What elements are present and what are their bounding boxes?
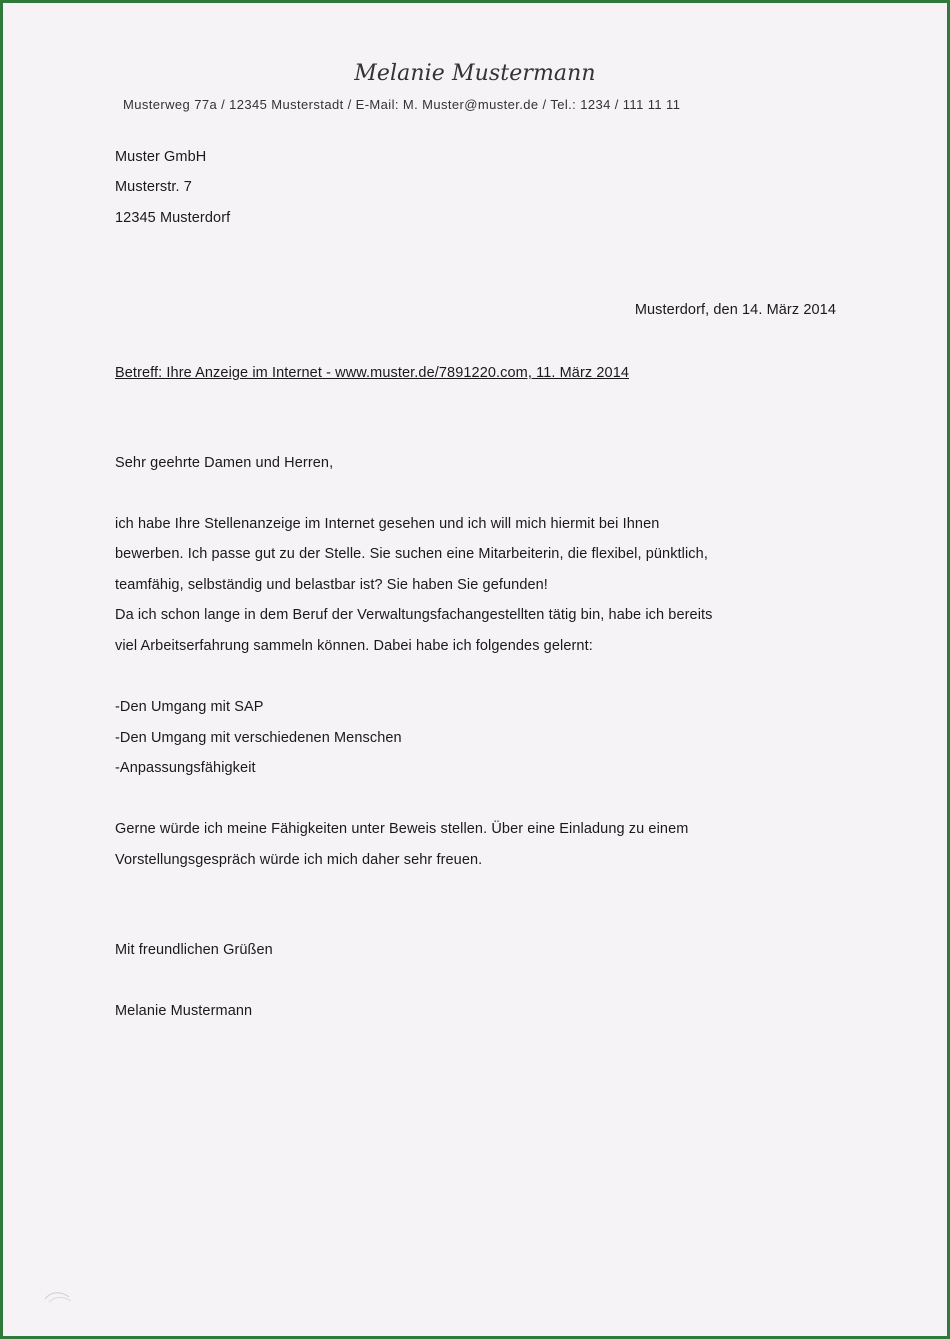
recipient-company: Muster GmbH xyxy=(115,149,207,165)
paragraph-line: bewerben. Ich passe gut zu der Stelle. Sie suchen eine Mitarbeiterin, die flexibel, pünktlich, xyxy=(115,546,708,562)
paragraph-line: Da ich schon lange in dem Beruf der Verwaltungsfachangestellten tätig bin, habe ich bereits xyxy=(115,607,713,623)
recipient-city: 12345 Musterdorf xyxy=(115,210,231,226)
page-fold-mark xyxy=(41,1285,75,1305)
letter-date: Musterdorf, den 14. März 2014 xyxy=(634,302,836,318)
sender-name: Melanie Mustermann xyxy=(354,61,596,86)
skill-item: -Den Umgang mit SAP xyxy=(115,699,264,715)
salutation: Sehr geehrte Damen und Herren, xyxy=(115,455,334,471)
skill-item: -Anpassungsfähigkeit xyxy=(115,760,256,776)
paragraph-line: viel Arbeitserfahrung sammeln können. Dabei habe ich folgendes gelernt: xyxy=(115,638,593,654)
skill-item: -Den Umgang mit verschiedenen Menschen xyxy=(115,730,402,746)
closing: Mit freundlichen Grüßen xyxy=(115,942,273,958)
signature-name: Melanie Mustermann xyxy=(115,1003,253,1019)
letter-subject: Betreff: Ihre Anzeige im Internet - www.muster.de/7891220.com, 11. März 2014 xyxy=(115,365,630,381)
paragraph-line: teamfähig, selbständig und belastbar ist? Sie haben Sie gefunden! xyxy=(115,577,548,593)
recipient-street: Musterstr. 7 xyxy=(115,179,192,195)
paragraph-line: Gerne würde ich meine Fähigkeiten unter Beweis stellen. Über eine Einladung zu einem xyxy=(115,821,689,837)
paragraph-line: Vorstellungsgespräch würde ich mich daher sehr freuen. xyxy=(115,852,483,868)
paragraph-line: ich habe Ihre Stellenanzeige im Internet gesehen und ich will mich hiermit bei Ihnen xyxy=(115,516,660,532)
sender-address: Musterweg 77a / 12345 Musterstadt / E-Mail: M. Muster@muster.de / Tel.: 1234 / 111 11 11 xyxy=(123,97,681,112)
